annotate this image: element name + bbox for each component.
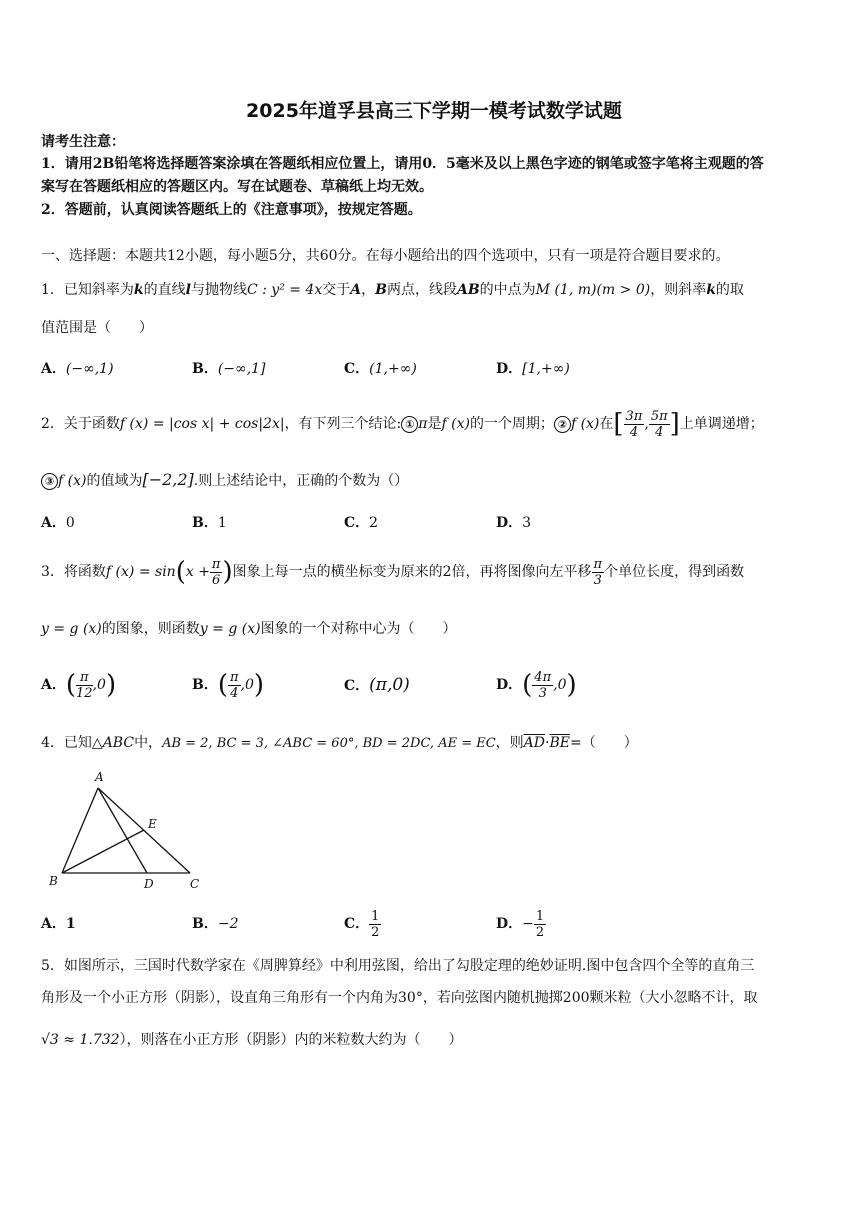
q4-conditions: AB = 2, BC = 3, ∠ABC = 60°, BD = 2DC, AE = EC [162, 736, 496, 751]
q1-point-b: B [375, 282, 387, 298]
q2-fx-2: f (x) [570, 416, 600, 432]
q2-circle-2: ② [554, 416, 571, 433]
q1-option-d: D．[1,+∞) [496, 361, 570, 377]
segment-be [62, 830, 144, 873]
q3-shift-num: π [593, 556, 603, 572]
question-1-line-1 [41, 280, 744, 300]
q1-option-c: C．(1,+∞) [344, 361, 417, 377]
q3-option-a: A．( $\frac{\pi}{12}$ ,0) [41, 669, 117, 701]
q1-text-6: 的中点为 [479, 282, 536, 298]
q3-option-b-frac [228, 670, 241, 701]
q1-option-a-value: (−∞,1) [65, 361, 114, 377]
q3-option-b-num: π [230, 669, 239, 685]
q4-option-a-value: 1 [65, 916, 76, 932]
q4-text-3: ，则 [495, 735, 524, 751]
q2-interval-start-num: 3π [625, 408, 643, 424]
q2-pi: π [418, 416, 428, 432]
q3-function: f (x) = sin [105, 564, 176, 580]
label-b: B [49, 874, 58, 888]
q3-inner: x + [185, 564, 210, 580]
segment-ad [98, 788, 147, 873]
q3-gx: y = g (x) [41, 621, 102, 637]
question-4-line-1 [41, 733, 638, 754]
q2-interval-end-den: 4 [655, 424, 664, 440]
q2-text-1: 2．关于函数 [41, 416, 120, 432]
label-c: C [190, 877, 200, 891]
q4-option-d-num: 1 [535, 908, 545, 924]
q3-option-d-num: 4π [534, 669, 552, 685]
q2-circle-1: ① [401, 416, 418, 433]
q1-k-2: k [706, 282, 716, 298]
q3-text-4: 的图象，则函数 [101, 621, 200, 637]
question-5-line-2: 角形及一个小正方形（阴影），设直角三角形有一个内角为30°，若向弦图内随机抛掷200颗米粒（大小忽略不计，取 [41, 990, 758, 1006]
q4-vector-be: $\overline{BE}$ [549, 735, 570, 751]
q3-option-d-frac [532, 670, 553, 701]
q4-triangle: △ABC [91, 735, 135, 751]
q4-dot: · [545, 735, 550, 751]
q4-option-c-num: 1 [371, 908, 380, 924]
q1-text-7: ，则斜率 [650, 282, 707, 298]
q4-option-b-value: −2 [217, 916, 239, 932]
notice-item-1-line-2: 案写在答题纸相应的答题区内。写在试题卷、草稿纸上均无效。 [41, 179, 433, 195]
q5-sqrt: √3 ≈ 1.732 [41, 1032, 120, 1048]
q1-option-a: A．(−∞,1) [41, 361, 114, 377]
question-3-line-2 [41, 619, 457, 639]
notice-item-2: 2．答题前，认真阅读答题纸上的《注意事项》，按规定答题。 [41, 202, 422, 218]
q2-interval-end [649, 409, 670, 440]
q4-option-d-frac [534, 909, 546, 940]
q2-text-6: 上单调递增； [679, 416, 764, 432]
q3-text-5: 图象的一个对称中心为（ ） [260, 621, 457, 637]
q3-gx-2: y = g (x) [199, 621, 261, 637]
q4-vector-ad: $\overline{AD}$ [523, 735, 546, 751]
q2-interval-end-num: 5π [650, 408, 668, 424]
q2-option-d: D．3 [496, 515, 532, 531]
question-2-line-2 [41, 470, 408, 491]
q3-phase-num: π [211, 556, 221, 572]
q3-option-a-den: 12 [76, 685, 93, 701]
q3-option-c-value: (π,0) [369, 675, 410, 695]
section-heading: 一、选择题：本题共12小题，每小题5分，共60分。在每小题给出的四个选项中，只有一项是符合题目要求的。 [41, 248, 730, 264]
q3-option-d: D．( $\frac{4\pi}{3}$ ,0) [496, 669, 577, 701]
q3-shift [592, 557, 605, 588]
side-ab [62, 788, 98, 873]
q2-option-b: B．1 [192, 515, 227, 531]
q4-option-d-den: 2 [535, 924, 545, 940]
q2-function: f (x) = |cos x| + cos|2x| [119, 416, 285, 432]
q3-option-d-tail: ,0 [553, 677, 567, 693]
q1-text-8: 的取 [715, 282, 744, 298]
triangle-figure [40, 768, 210, 893]
q2-text-2: ，有下列三个结论: [284, 416, 402, 432]
q3-option-b-den: 4 [230, 685, 239, 701]
q3-text-2: 图象上每一点的横坐标变为原来的2倍，再将图像向左平移 [232, 564, 592, 580]
q4-option-d-sign: − [522, 916, 534, 932]
notice-heading: 请考生注意： [41, 134, 125, 150]
q1-option-c-value: (1,+∞) [369, 361, 417, 377]
label-d: D [144, 877, 154, 891]
q1-option-b: B．(−∞,1] [192, 361, 266, 377]
q1-comma: ， [361, 282, 376, 298]
q3-shift-den: 3 [593, 572, 602, 588]
q2-option-a-value: 0 [65, 515, 75, 531]
q1-option-b-value: (−∞,1] [217, 361, 266, 377]
q1-midpoint: M (1, m)(m > 0) [535, 282, 651, 298]
q4-text-4: =（ ） [569, 735, 638, 751]
notice-item-1-line-1: 1．请用2B铅笔将选择题答案涂填在答题纸相应位置上，请用0．5毫米及以上黑色字迹的钢笔或签字笔将主观题的答 [41, 156, 764, 172]
q3-option-c: C．(π,0) [344, 675, 410, 695]
q4-option-d: D．− $\frac{1}{2}$ [496, 908, 545, 940]
q2-text-5: 在 [599, 416, 614, 432]
q2-fx-3: f (x) [58, 473, 87, 489]
q3-option-b: B．( $\frac{\pi}{4}$ ,0) [192, 669, 265, 701]
q1-text-3: 与抛物线 [190, 282, 247, 298]
q1-l: l [185, 282, 191, 298]
q2-text-4: 的一个周期； [469, 416, 554, 432]
q4-option-a: A．1 [41, 916, 76, 932]
q3-phase-den: 6 [212, 572, 221, 588]
q1-option-d-value: [1,+∞) [522, 361, 570, 377]
q4-text-1: 4．已知 [41, 735, 92, 751]
q2-circle-3: ③ [41, 473, 58, 490]
label-a: A [95, 770, 104, 784]
q1-curve: C : y² = 4x [246, 282, 323, 298]
q2-text-8: .则上述结论中，正确的个数为（） [193, 473, 409, 489]
q1-segment-ab: AB [456, 282, 480, 298]
q1-text-5: 两点，线段 [386, 282, 457, 298]
q2-text-3: 是 [427, 416, 442, 432]
q2-interval-start [624, 409, 645, 440]
q2-fx: f (x) [441, 416, 470, 432]
q4-option-b: B．−2 [192, 916, 239, 932]
q4-option-c-den: 2 [371, 924, 380, 940]
q4-option-c: C． $\frac{1}{2}$ [344, 908, 380, 940]
q4-option-c-frac [369, 909, 381, 940]
q3-option-a-num: π [76, 670, 93, 686]
q4-text-2: 中， [134, 735, 163, 751]
label-e: E [148, 817, 157, 831]
q3-option-a-frac [76, 670, 93, 701]
q2-option-c: C．2 [344, 515, 379, 531]
q2-option-a: A．0 [41, 515, 75, 531]
q3-option-b-tail: ,0 [240, 677, 254, 693]
q2-option-d-value: 3 [522, 515, 532, 531]
question-5-line-1: 5．如图所示，三国时代数学家在《周脾算经》中利用弦图，给出了勾股定理的绝妙证明.图中包含四个全等的直角三 [41, 958, 755, 974]
question-2-line-1: 2．关于函数f (x) = |cos x| + cos|2x|，有下列三个结论: ① π是f (x)的一个周期； ② f (x)在[ $\frac{3\pi}{4}$ , $\frac{5\pi}{4}$ ]上单调递增； [41, 408, 764, 440]
q3-text-3: 个单位长度，得到函数 [604, 564, 745, 580]
question-3-line-1: 3．将函数f (x) = sin(x + $\frac{\pi}{6}$ )图象上每一点的横坐标变为原来的2倍，再将图像向左平移 $\frac{\pi}{3}$ 个单位长度，得到函数 [41, 556, 745, 588]
q3-text-1: 3．将函数 [41, 564, 106, 580]
q2-option-c-value: 2 [369, 515, 379, 531]
q2-option-b-value: 1 [217, 515, 227, 531]
q5-text-3: ），则落在小正方形（阴影）内的米粒数大约为（ ） [119, 1032, 463, 1048]
q1-k: k [133, 282, 144, 298]
page-title: 2025年道孚县高三下学期一模考试数学试题 [246, 100, 622, 122]
q3-option-a-tail: ,0 [92, 677, 106, 693]
q2-range: [−2,2] [142, 470, 194, 489]
question-1-line-2: 值范围是（ ） [41, 320, 153, 336]
q2-interval-start-den: 4 [629, 424, 639, 440]
q1-text-1: 1．已知斜率为 [41, 282, 134, 298]
q3-option-d-den: 3 [538, 685, 547, 701]
q1-text-4: 交于 [322, 282, 351, 298]
q1-text-2: 的直线 [143, 282, 186, 298]
q1-point-a: A [350, 282, 362, 298]
q3-phase [210, 557, 223, 588]
question-5-line-3 [41, 1030, 463, 1050]
q2-text-7: 的值域为 [86, 473, 143, 489]
